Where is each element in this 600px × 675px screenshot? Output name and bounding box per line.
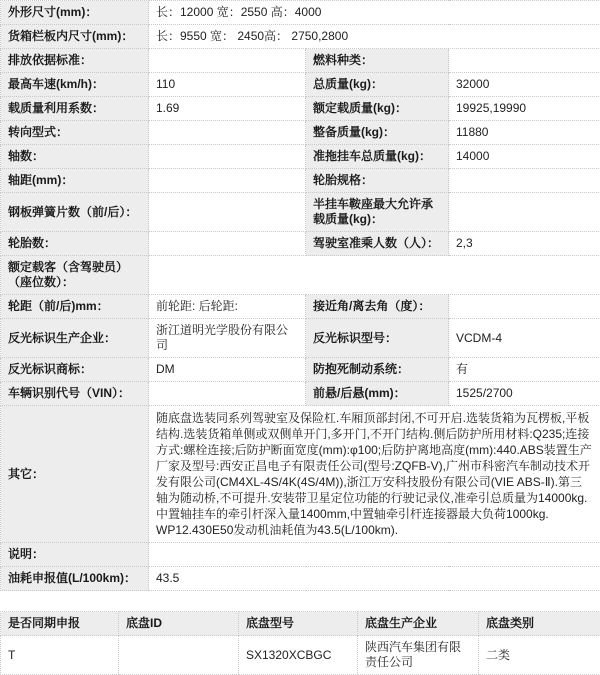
spec-label: 轮胎数：	[1, 232, 149, 256]
spec-label: 燃料种类：	[306, 49, 449, 73]
spec-row	[1, 169, 600, 193]
spec-row	[1, 295, 600, 319]
spec-label: 驾驶室准乘人数（人）：	[306, 232, 449, 256]
spec-value: 110	[149, 73, 306, 97]
spec-value	[149, 382, 306, 406]
spec-row	[1, 232, 600, 256]
spec-value	[149, 232, 306, 256]
spec-label: 轴数：	[1, 145, 149, 169]
spec-row	[1, 97, 600, 121]
spec-value	[149, 256, 600, 295]
spec-label: 排放依据标准：	[1, 49, 149, 73]
spec-row	[1, 382, 600, 406]
chassis-table	[0, 611, 600, 675]
spec-label: 半挂车鞍座最大允许承载质量(kg)：	[306, 193, 449, 232]
spec-label: 钢板弹簧片数（前/后）：	[1, 193, 149, 232]
chassis-header-cell: 底盘ID	[119, 612, 239, 636]
spec-row	[1, 358, 600, 382]
spec-value: 有	[449, 358, 600, 382]
spec-row	[1, 145, 600, 169]
chassis-cell: T	[1, 636, 119, 675]
chassis-header-row	[1, 612, 600, 636]
table-gap	[0, 591, 600, 611]
spec-value	[449, 295, 600, 319]
chassis-cell: SX1320XCBGC	[239, 636, 358, 675]
spec-row	[1, 121, 600, 145]
spec-label: 转向型式：	[1, 121, 149, 145]
chassis-header-cell: 底盘生产企业	[358, 612, 479, 636]
spec-value: 前轮距: 后轮距:	[149, 295, 306, 319]
spec-value	[449, 193, 600, 232]
spec-value	[149, 193, 306, 232]
spec-value	[449, 169, 600, 193]
spec-row	[1, 543, 600, 567]
spec-row	[1, 49, 600, 73]
spec-label: 油耗申报值(L/100km)：	[1, 567, 149, 591]
spec-value	[149, 145, 306, 169]
chassis-data-row	[1, 636, 600, 675]
spec-label: 轮胎规格：	[306, 169, 449, 193]
spec-row	[1, 193, 600, 232]
spec-label: 接近角/离去角（度）：	[306, 295, 449, 319]
spec-value: 2,3	[449, 232, 600, 256]
spec-label: 车辆识别代号（VIN）：	[1, 382, 149, 406]
spec-label: 额定载客（含驾驶员）（座位数）：	[1, 256, 149, 295]
spec-value	[149, 543, 600, 567]
spec-label: 外形尺寸(mm)：	[1, 1, 149, 25]
spec-label: 整备质量(kg)：	[306, 121, 449, 145]
spec-label: 反光标识商标：	[1, 358, 149, 382]
spec-label: 防抱死制动系统：	[306, 358, 449, 382]
spec-value: 浙江道明光学股份有限公司	[149, 319, 306, 358]
spec-label: 说明：	[1, 543, 149, 567]
spec-value: 32000	[449, 73, 600, 97]
spec-row	[1, 25, 600, 49]
chassis-cell	[119, 636, 239, 675]
spec-label: 轴距(mm)：	[1, 169, 149, 193]
spec-value: 1.69	[149, 97, 306, 121]
chassis-cell: 陕西汽车集团有限责任公司	[358, 636, 479, 675]
spec-value-other-notes: 随底盘选装同系列驾驶室及保险杠.车厢顶部封闭,不可开启.选装货箱为瓦楞板,平板结构.选装货箱单侧或双侧单开门,多开门,不开门结构.侧后防护所用材料:Q235;连接方式:螺栓连接;后防护断面宽度(mm):φ100;后防护离地高度(mm):440.ABS装置生产厂家及型号:西安正昌电子有限责任公司(型号:ZQFB-V),广州市科密汽车制动技术开发有限公司(CM4XL-4S/4K(4S/4M)),浙江万安科技股份有限公司(VIE ABS-Ⅱ).第三轴为随动桥,不可提升.安装带卫星定位功能的行驶记录仪,准牵引总质量为14000kg.中置轴挂车的牵引杆深入量1400mm,中置轴牵引杆连接器最大负荷1000kg. WP12.430E50发动机油耗值为43.5(L/100km).	[149, 406, 600, 543]
spec-value	[149, 121, 306, 145]
spec-value: 1525/2700	[449, 382, 600, 406]
spec-row	[1, 567, 600, 591]
spec-label: 总质量(kg)：	[306, 73, 449, 97]
spec-label: 轮距（前/后)mm：	[1, 295, 149, 319]
spec-value	[449, 49, 600, 73]
spec-value: VCDM-4	[449, 319, 600, 358]
spec-value: 长：12000 宽：2550 高：4000	[149, 1, 600, 25]
spec-label: 前悬/后悬(mm)：	[306, 382, 449, 406]
spec-label: 最高车速(km/h)：	[1, 73, 149, 97]
spec-label: 载质量利用系数：	[1, 97, 149, 121]
spec-row	[1, 319, 600, 358]
spec-label: 货箱栏板内尺寸(mm)：	[1, 25, 149, 49]
spec-label: 准拖挂车总质量(kg)：	[306, 145, 449, 169]
chassis-header-cell: 是否同期申报	[1, 612, 119, 636]
spec-value: 14000	[449, 145, 600, 169]
spec-value: 长：9550 宽： 2450高： 2750,2800	[149, 25, 600, 49]
spec-label: 其它：	[1, 406, 149, 543]
chassis-cell: 二类	[479, 636, 600, 675]
spec-value: 19925,19990	[449, 97, 600, 121]
spec-row	[1, 73, 600, 97]
spec-label: 额定载质量(kg)：	[306, 97, 449, 121]
spec-value: 11880	[449, 121, 600, 145]
spec-label: 反光标识型号：	[306, 319, 449, 358]
chassis-header-cell: 底盘类别	[479, 612, 600, 636]
spec-value	[149, 169, 306, 193]
spec-value	[149, 49, 306, 73]
spec-value: 43.5	[149, 567, 600, 591]
spec-row	[1, 256, 600, 295]
spec-row	[1, 1, 600, 25]
spec-value: DM	[149, 358, 306, 382]
spec-row-other	[1, 406, 600, 543]
chassis-header-cell: 底盘型号	[239, 612, 358, 636]
spec-label: 反光标识生产企业：	[1, 319, 149, 358]
